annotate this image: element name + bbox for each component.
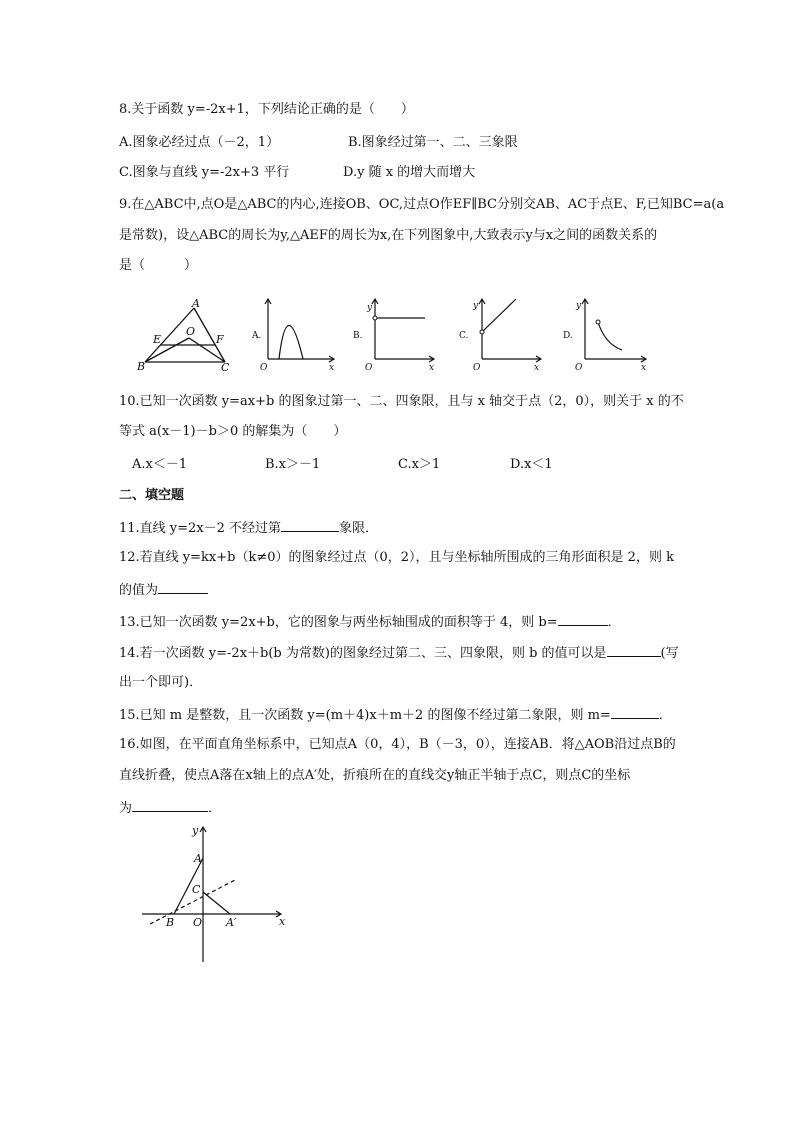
- figure-label-x: x: [279, 915, 286, 928]
- q16-line-1: 16.如图，在平面直角坐标系中，已知点A（0，4），B（－3，0），连接AB．将△AOB沿过点B的: [119, 737, 676, 752]
- triangle-label-f: F: [216, 333, 224, 346]
- q9-line-2: 是常数)，设△ABC的周长为y,△AEF的周长为x,在下列图象中,大致表示y与x之间的函数关系的: [119, 228, 658, 243]
- q9-graph-d: [555, 296, 650, 376]
- triangle-label-a: A: [192, 298, 200, 310]
- q13-answer-blank[interactable]: [558, 612, 608, 626]
- q9-line-1: 9.在△ABC中,点O是△ABC的内心,连接OB、OC,过点O作EF∥BC分别交AB、AC于点E、F,已知BC=a(a: [119, 197, 725, 212]
- graph-b-label: B.: [353, 331, 363, 341]
- graph-d-origin: O: [575, 363, 583, 373]
- q13: [119, 612, 621, 632]
- q16-text: 为: [119, 801, 133, 816]
- q16-text-after: ．: [208, 801, 222, 816]
- triangle-label-e: E: [153, 333, 162, 346]
- q10-option-c: C.x＞1: [398, 457, 441, 472]
- triangle-label-b: B: [137, 360, 146, 373]
- graph-a-x-label: x: [329, 363, 335, 373]
- q12-line-2: [119, 580, 208, 600]
- q13-text: 13.已知一次函数 y=2x+b，它的图象与两坐标轴围成的面积等于 4，则 b=: [119, 615, 558, 630]
- q14-answer-blank[interactable]: [607, 643, 661, 657]
- q8-option-b: B.图象经过第一、二、三象限: [348, 135, 518, 150]
- q16-line-2: 直线折叠，使点A落在x轴上的点A′处，折痕所在的直线交y轴正半轴于点C，则点C的坐标: [119, 768, 631, 783]
- q11-text: 11.直线 y=2x－2 不经过第: [119, 521, 282, 536]
- graph-c-y-label: y: [473, 301, 479, 311]
- figure-label-o: O: [193, 916, 203, 929]
- figure-label-a-prime: A′: [226, 916, 237, 929]
- q9-graph-b: [345, 296, 440, 376]
- q14-text-after: (写: [660, 646, 679, 661]
- figure-label-c: C: [192, 883, 201, 896]
- q14-text: 14.若一次函数 y=-2x＋b(b 为常数)的图象经过第二、三、四象限，则 b 的值可以是: [119, 646, 607, 661]
- graph-a-origin: O: [260, 363, 268, 373]
- q15-text: 15.已知 m 是整数，且一次函数 y=(m＋4)x＋m＋2 的图像不经过第二象限，则 m=: [119, 708, 611, 723]
- q10-line-1: 10.已知一次函数 y=ax+b 的图象过第一、二、四象限，且与 x 轴交于点（2，0），则关于 x 的不: [119, 394, 684, 409]
- q14-line-1: [119, 643, 679, 663]
- q11-answer-blank[interactable]: [281, 518, 339, 532]
- q16-answer-blank[interactable]: [132, 798, 208, 812]
- graph-d-label: D.: [563, 331, 573, 341]
- q8-option-c: C.图象与直线 y=-2x+3 平行: [119, 165, 290, 180]
- q11: [119, 518, 378, 538]
- q14-line-2: 出一个即可)．: [119, 675, 203, 690]
- figure-label-a: A: [194, 852, 202, 865]
- graph-c-label: C.: [459, 331, 469, 341]
- triangle-label-c: C: [221, 361, 230, 374]
- graph-b-origin: O: [365, 363, 373, 373]
- q11-text-after: 象限．: [339, 521, 379, 536]
- graph-a-label: A.: [252, 331, 262, 341]
- q9-graph-c: [452, 296, 547, 376]
- graph-b-x-label: x: [429, 363, 435, 373]
- q9-graph-a: [245, 296, 340, 376]
- q9-triangle-figure: [135, 298, 235, 374]
- q13-text-after: ．: [607, 615, 621, 630]
- graph-c-x-label: x: [534, 363, 540, 373]
- q16-coordinate-figure: [140, 822, 300, 970]
- q15-answer-blank[interactable]: [611, 705, 659, 719]
- q12-line-1: 12.若直线 y=kx+b（k≠0）的图象经过点（0，2），且与坐标轴所围成的三角形面积是 2，则 k: [119, 550, 674, 565]
- q10-line-2: 等式 a(x－1)－b＞0 的解集为（ ）: [119, 424, 347, 439]
- figure-label-b: B: [166, 916, 175, 929]
- q15-text-after: ．: [658, 708, 672, 723]
- q10-option-b: B.x＞－1: [265, 457, 321, 472]
- q8-option-d: D.y 随 x 的增大而增大: [343, 165, 476, 180]
- graph-d-y-label: y: [576, 301, 582, 311]
- q15: [119, 705, 672, 725]
- q10-option-d: D.x＜1: [510, 457, 553, 472]
- q10-option-a: A.x＜－1: [132, 457, 188, 472]
- section-title: 二、填空题: [119, 488, 185, 503]
- graph-d-x-label: x: [641, 363, 647, 373]
- q9-line-3: 是（ ）: [119, 258, 198, 273]
- triangle-label-o: O: [186, 325, 196, 338]
- graph-c-origin: O: [473, 363, 481, 373]
- q12-answer-blank[interactable]: [158, 580, 208, 594]
- figure-label-y: y: [192, 824, 199, 837]
- q8-option-a: A.图象必经过点（－2，1）: [119, 135, 280, 150]
- q12-text: 的值为: [119, 583, 159, 598]
- q16-line-3: [119, 798, 221, 818]
- graph-b-y-label: y: [367, 303, 373, 313]
- q8-stem: 8.关于函数 y=-2x+1，下列结论正确的是（ ）: [119, 102, 414, 117]
